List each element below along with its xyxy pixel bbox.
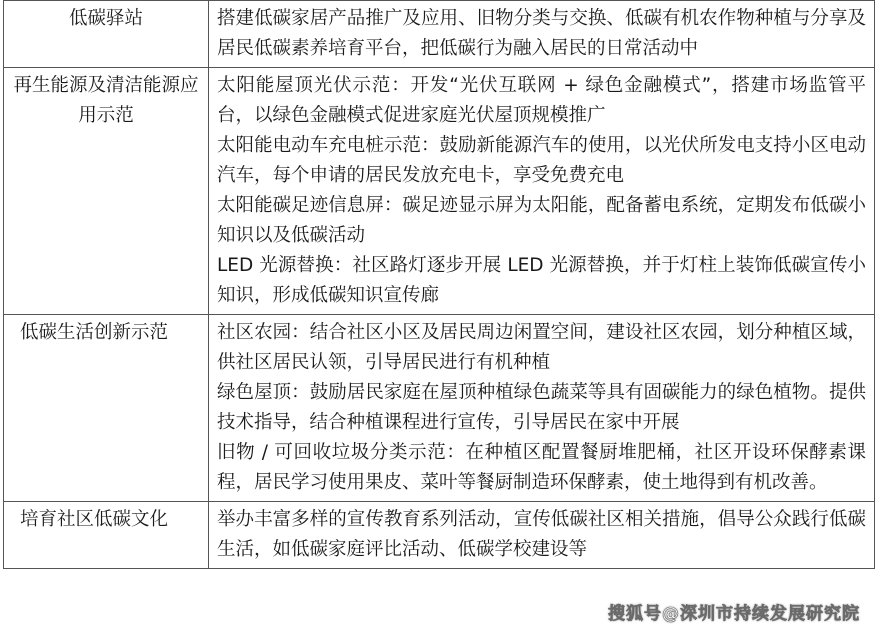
table-row (4, 1, 875, 68)
description-paragraph: 搭建低碳家居产品推广及应用、旧物分类与交换、低碳有机农作物种植与分享及居民低碳素养培育平台，把低碳行为融入居民的日常活动中 (217, 8, 866, 59)
description-paragraph: 太阳能碳足迹信息屏：碳足迹显示屏为太阳能，配备蓄电系统，定期发布低碳小知识以及低碳活动 (217, 195, 866, 246)
category-label: 低碳生活创新示范 (20, 322, 169, 343)
description-paragraph: 社区农园：结合社区小区及居民周边闲置空间，建设社区农园，划分种植区域，供社区居民认领，引导居民进行有机种植 (217, 322, 866, 373)
category-cell (4, 68, 209, 315)
category-cell (4, 502, 209, 569)
description-cell (209, 68, 875, 315)
category-label: 培育社区低碳文化 (20, 509, 169, 530)
table-row (4, 315, 875, 502)
table-row (4, 502, 875, 569)
description-paragraph: 绿色屋顶：鼓励居民家庭在屋顶种植绿色蔬菜等具有固碳能力的绿色植物。提供技术指导，结合种植课程进行宣传，引导居民在家中开展 (217, 382, 866, 433)
description-paragraph: 举办丰富多样的宣传教育系列活动，宣传低碳社区相关措施，倡导公众践行低碳生活，如低碳家庭评比活动、低碳学校建设等 (217, 509, 866, 560)
category-cell (4, 315, 209, 502)
category-label: 低碳驿站 (68, 8, 143, 29)
description-paragraph: LED 光源替换：社区路灯逐步开展 LED 光源替换，并于灯柱上装饰低碳宣传小知识，形成低碳知识宣传廊 (217, 255, 866, 306)
table-row (4, 68, 875, 315)
description-cell (209, 315, 875, 502)
category-label: 再生能源及清洁能源应用示范 (13, 75, 199, 126)
measures-table (3, 0, 875, 569)
description-paragraph: 太阳能电动车充电桩示范：鼓励新能源汽车的使用，以光伏所发电支持小区电动汽车，每个申请的居民发放充电卡，享受免费充电 (217, 135, 866, 186)
description-cell (209, 502, 875, 569)
description-cell (209, 1, 875, 68)
source-watermark: 搜狐号@深圳市持续发展研究院 (608, 604, 860, 624)
description-paragraph: 旧物 / 可回收垃圾分类示范：在种植区配置餐厨堆肥桶，社区开设环保酵素课程，居民学习使用果皮、菜叶等餐厨制造环保酵素，使土地得到有机改善。 (217, 442, 866, 493)
description-paragraph: 太阳能屋顶光伏示范：开发“光伏互联网 + 绿色金融模式”，搭建市场监管平台，以绿色金融模式促进家庭光伏屋顶规模推广 (217, 75, 866, 126)
category-cell (4, 1, 209, 68)
